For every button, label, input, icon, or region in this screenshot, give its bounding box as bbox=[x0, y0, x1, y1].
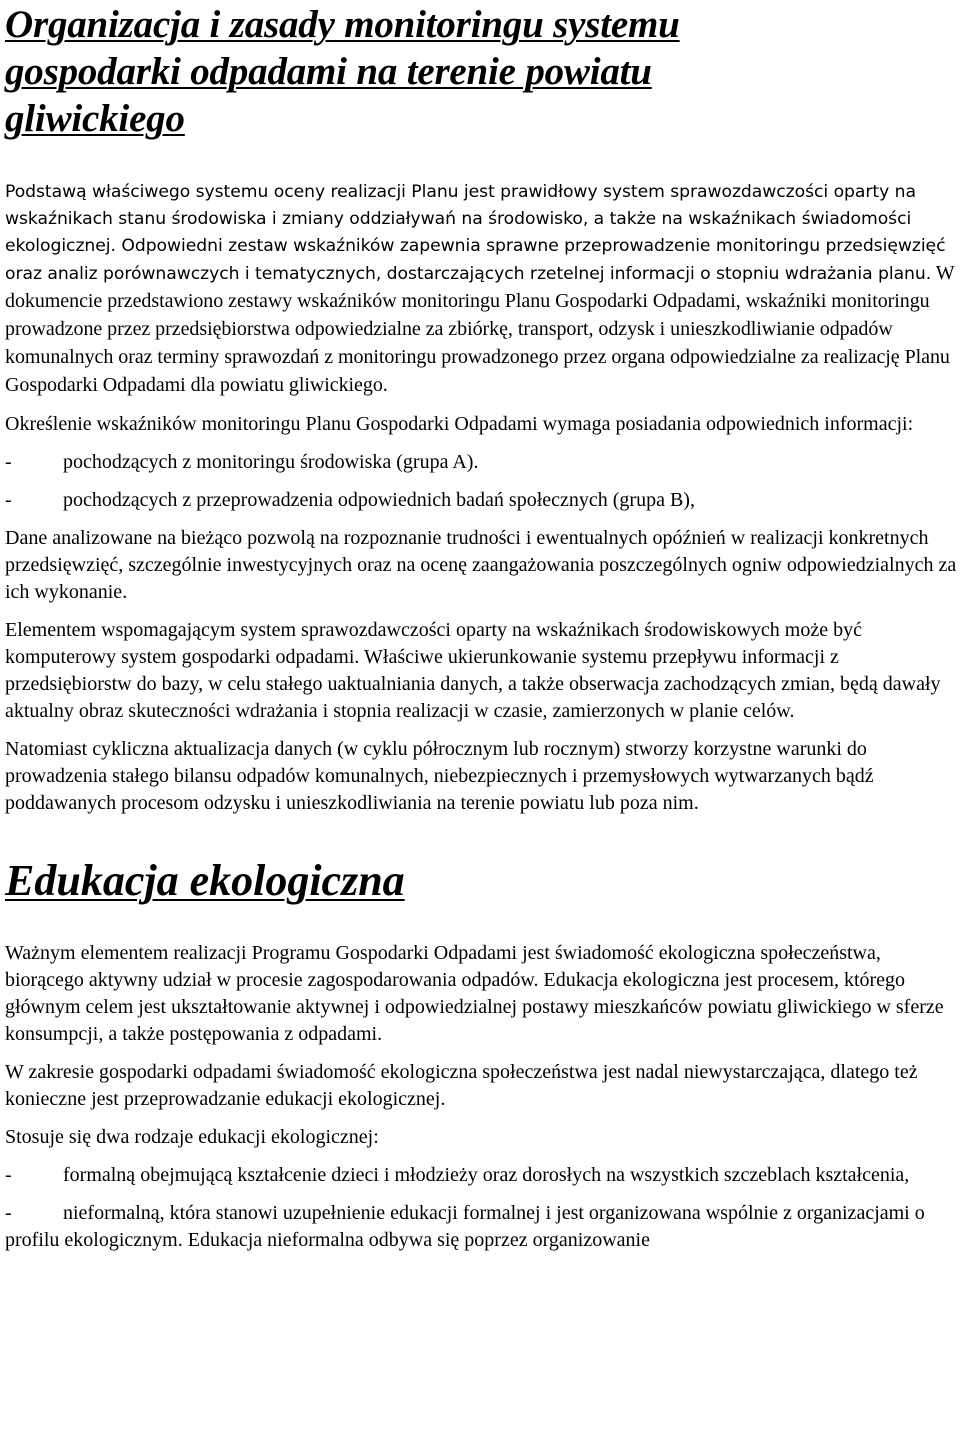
list-item-formal-education bbox=[5, 1162, 957, 1189]
list-item-text: nieformalną, która stanowi uzupełnienie edukacji formalnej i jest organizowana wspólnie z organizacjami o profilu ekologicznym. Edukacja nieformalna odbywa się poprzez organizowanie bbox=[5, 1202, 925, 1251]
paragraph-education-types: Stosuje się dwa rodzaje edukacji ekologicznej: bbox=[5, 1126, 379, 1148]
list-item-group-a bbox=[5, 449, 957, 476]
title-line-1: Organizacja i zasady monitoringu systemu bbox=[5, 3, 680, 46]
paragraph-education-importance: Ważnym elementem realizacji Programu Gospodarki Odpadami jest świadomość ekologiczna społeczeństwa, biorącego aktywny udział w procesie zagospodarowania odpadów. Edukacja ekologiczna jest procesem, którego głównym celem jest ukształtowanie aktywnej i odpowiedzialnej postawy mieszkańców powiatu gliwickiego w sferze konsumpcji, a także postępowania z odpadami. bbox=[5, 942, 944, 1045]
list-item-text: pochodzących z przeprowadzenia odpowiednich badań społecznych (grupa B), bbox=[63, 489, 695, 511]
paragraph-computer-system: Elementem wspomagającym system sprawozdawczości oparty na wskaźnikach środowiskowych może być komputerowy system gospodarki odpadami. Właściwe ukierunkowanie systemu przepływu informacji z przedsiębiorstw do bazy, w celu stałego uaktualniania danych, a także obserwacja zachodzących zmian, będą dawały aktualny obraz skuteczności wdrażania i stopnia realizacji w czasie, zamierzonych w planie celów. bbox=[5, 619, 941, 722]
section-title-education: Edukacja ekologiczna bbox=[5, 856, 405, 905]
paragraph-indicators-requirements: Określenie wskaźników monitoringu Planu Gospodarki Odpadami wymaga posiadania odpowiednich informacji: bbox=[5, 413, 914, 435]
title-line-3: gliwickiego bbox=[5, 97, 185, 140]
list-item-text: formalną obejmującą kształcenie dzieci i młodzieży oraz dorosłych na wszystkich szczeblach kształcenia, bbox=[63, 1164, 910, 1186]
list-dash: - bbox=[5, 489, 12, 511]
document-page bbox=[5, 0, 957, 1254]
list-dash: - bbox=[5, 1164, 12, 1186]
list-item-group-b bbox=[5, 487, 957, 514]
paragraph-monitoring-intro bbox=[5, 179, 957, 400]
paragraph-monitoring-intro-part-c: W dokumencie przedstawiono zestawy wskaźników monitoringu Planu Gospodarki Odpadami, wskaźniki monitoringu prowadzone przez przedsiębiorstwa odpowiedzialne za zbiórkę, transport, odzysk i unieszkodliwianie odpadów komunalnych oraz terminy sprawozdań z monitoringu prowadzonego przez organa odpowiedzialne za realizację Planu Gospodarki Odpadami dla powiatu gliwickiego. bbox=[5, 262, 955, 396]
paragraph-monitoring-intro-part-a: Podstawą właściwego systemu oceny realizacji Planu jest prawidłowy system sprawozdawczości oparty na wskaźnikach stanu środowiska i zmiany oddziaływań na środowisko, a także na wskaźnikach świadomości ekologicznej. bbox=[5, 182, 916, 256]
paragraph-awareness-insufficient: W zakresie gospodarki odpadami świadomość ekologiczna społeczeństwa jest nadal niewystarczająca, dlatego też konieczne jest przeprowadzanie edukacji ekologicznej. bbox=[5, 1061, 918, 1110]
list-item-informal-education bbox=[5, 1200, 957, 1254]
list-item-text: pochodzących z monitoringu środowiska (grupa A). bbox=[63, 451, 479, 473]
title-line-2: gospodarki odpadami na terenie powiatu bbox=[5, 50, 652, 93]
section-title-monitoring bbox=[5, 0, 957, 142]
paragraph-cyclic-update: Natomiast cykliczna aktualizacja danych (w cyklu półrocznym lub rocznym) stworzy korzystne warunki do prowadzenia stałego bilansu odpadów komunalnych, niebezpiecznych i przemysłowych wytwarzanych bądź poddawanych procesom odzysku i unieszkodliwiania na terenie powiatu lub poza nim. bbox=[5, 738, 874, 814]
paragraph-data-analysis: Dane analizowane na bieżąco pozwolą na rozpoznanie trudności i ewentualnych opóźnień w realizacji konkretnych przedsięwzięć, szczególnie inwestycyjnych oraz na ocenę zaangażowania poszczególnych ogniw odpowiedzialnych za ich wykonanie. bbox=[5, 527, 957, 603]
list-dash: - bbox=[5, 451, 12, 473]
list-dash: - bbox=[5, 1202, 12, 1224]
paragraph-monitoring-intro-part-b: Odpowiedni zestaw wskaźników zapewnia sprawne przeprowadzenie monitoringu przedsięwzięć oraz analiz porównawczych i tematycznych, dostarczających rzetelnej informacji o stopniu wdrażania planu. bbox=[5, 236, 946, 284]
